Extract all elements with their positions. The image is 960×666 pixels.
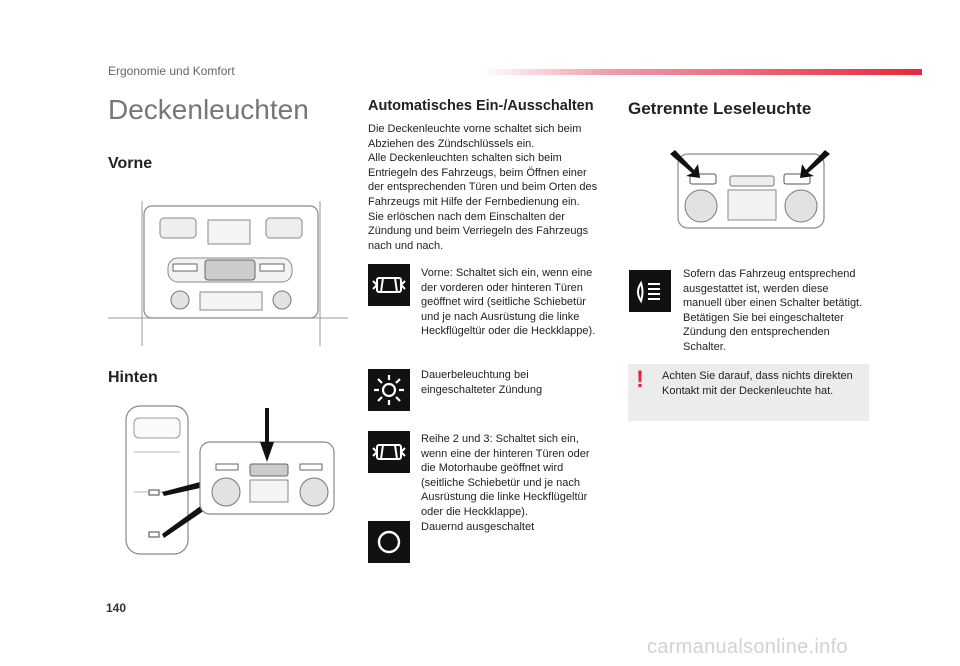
auto-intro-line: Alle Deckenleuchten schalten sich beim (368, 152, 562, 165)
mode-line: wenn eine der hinteren Türen oder (421, 447, 590, 460)
auto-intro-line: Fahrzeugs mit Hilfe der Fernbedienung ein. (368, 195, 580, 208)
mode-off-text (421, 520, 611, 535)
warning-icon: ! (636, 366, 644, 393)
mode-line: geöffnet wird (seitliche Schiebetür (421, 296, 586, 309)
mode-line: Dauerbeleuchtung bei (421, 369, 529, 381)
mode-line: eingeschalteter Zündung (421, 383, 543, 396)
warning-line: Kontakt mit der Deckenleuchte hat. (662, 384, 834, 397)
sun-icon (368, 369, 410, 411)
mode-line: Vorne: Schaltet sich ein, wenn eine (421, 267, 593, 279)
watermark: carmanualsonline.info (647, 636, 848, 658)
auto-heading: Automatisches Ein-/Ausschalten (368, 98, 594, 114)
warning-line: Achten Sie darauf, dass nichts direkten (662, 370, 853, 382)
mode-line: der vorderen oder hinteren Türen (421, 281, 583, 294)
mode-line: und je nach Ausrüstung die linke (421, 310, 580, 323)
mode-permanent-text (421, 368, 611, 397)
rear-ceiling-light-illustration (120, 404, 340, 556)
header-gradient-line (480, 69, 922, 75)
warning-box (628, 364, 869, 421)
reading-line: ausgestattet ist, werden diese (683, 282, 829, 295)
warning-text (662, 369, 867, 398)
reading-line: Sofern das Fahrzeug entsprechend (683, 268, 856, 280)
reading-heading: Getrennte Leseleuchte (628, 99, 812, 118)
auto-intro-line: Die Deckenleuchte vorne schaltet sich beim (368, 123, 582, 135)
door-light-icon (368, 431, 410, 473)
reading-line: Betätigen Sie bei eingeschalteter (683, 311, 844, 324)
reading-line: manuell über einen Schalter betätigt. (683, 297, 863, 310)
door-light-icon (368, 264, 410, 306)
reading-light-icon (629, 270, 671, 312)
auto-intro (368, 122, 608, 253)
mode-line: Reihe 2 und 3: Schaltet sich ein, (421, 433, 579, 445)
section-title: Ergonomie und Komfort (108, 64, 235, 78)
auto-intro-line: nach und nach. (368, 239, 444, 252)
mode-line: die Motorhaube geöffnet wird (421, 462, 564, 475)
auto-intro-line: Zündung und beim Verriegeln des Fahrzeugs (368, 225, 589, 238)
reading-line: Schalter. (683, 340, 726, 353)
reading-line: Zündung den entsprechenden (683, 326, 830, 339)
circle-off-icon (368, 521, 410, 563)
page-number: 140 (106, 601, 127, 615)
auto-intro-line: der entsprechenden Türen und beim Orten des (368, 181, 598, 194)
reading-light-illustration (664, 146, 836, 232)
mode-line: (seitliche Schiebetür und je nach (421, 476, 580, 489)
auto-intro-line: Sie erlöschen nach dem Einschalten der (368, 210, 565, 223)
front-ceiling-light-illustration (108, 196, 348, 346)
mode-rows-text (421, 432, 611, 520)
mode-line: Ausrüstung die linke Heckflügeltür (421, 491, 588, 504)
auto-intro-line: Entriegeln des Fahrzeugs, beim Öffnen einer (368, 166, 587, 179)
front-heading: Vorne (108, 155, 153, 172)
mode-line: Dauernd ausgeschaltet (421, 521, 535, 533)
rear-heading: Hinten (108, 369, 158, 386)
auto-intro-line: Abziehen des Zündschlüssels ein. (368, 137, 535, 150)
reading-text (683, 267, 873, 355)
page-title: Deckenleuchten (108, 94, 309, 125)
mode-front-text (421, 266, 611, 339)
mode-line: Heckflügeltür oder die Heckklappe). (421, 325, 596, 338)
mode-line: oder die Heckklappe). (421, 505, 529, 518)
